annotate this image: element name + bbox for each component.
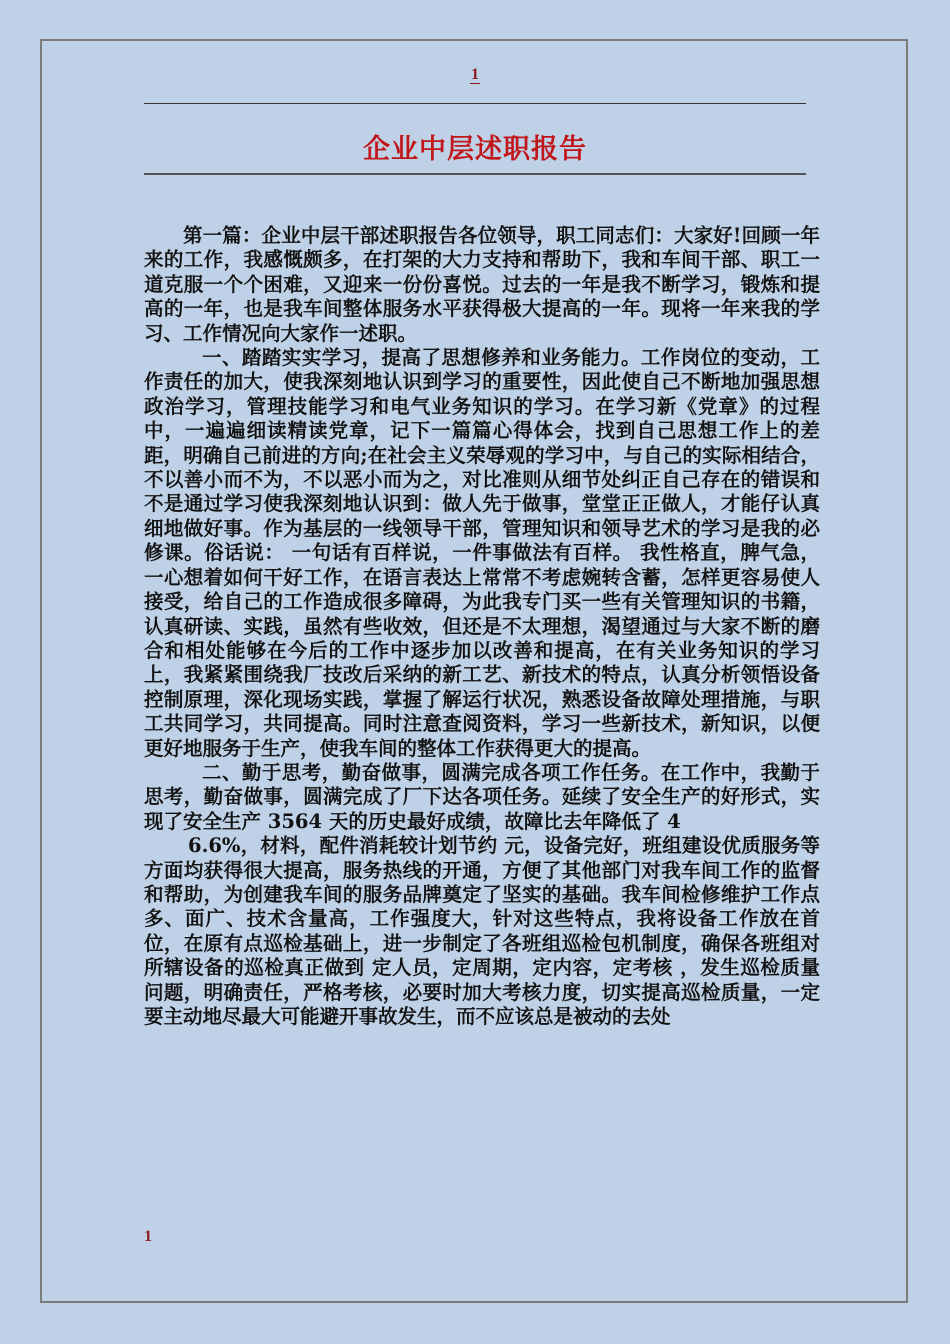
header-page-number-text: 1 (471, 66, 479, 83)
footer-page-number: 1 (144, 1228, 152, 1245)
paragraph-section-2-continued: 6.6%，材料，配件消耗较计划节约 元，设备完好，班组建设优质服务等方面均获得很大提高，服务热线的开通，方便了其他部门对我车间工作的监督和帮助，为创建我车间的服务品牌奠定了坚实的基础。我车间检修维护工作点多、面广、技术含量高，工作强度大，针对这些特点，我将设备工作放在首位，在原有点巡检基础上，进一步制定了各班组巡检包机制度，确保各班组对所辖设备的巡检真正做到 定人员，定周期，定内容，定考核 ，发生巡检质量问题，明确责任，严格考核，必要时加大考核力度，切实提高巡检质量，一定要主动地尽最大可能避开事故发生，而不应该总是被动的去处 (144, 834, 820, 1028)
title-divider (144, 173, 806, 175)
paragraph-intro: 第一篇：企业中层干部述职报告各位领导，职工同志们：大家好!回顾一年来的工作，我感慨颇多，在打架的大力支持和帮助下，我和车间干部、职工一道克服一个个困难，又迎来一份份喜悦。过去的一年是我不断学习，锻炼和提高的一年，也是我车间整体服务水平获得极大提高的一年。现将一年来我的学习、工作情况向大家作一述职。 (144, 224, 820, 345)
paragraph-section-1: 一、踏踏实实学习，提高了思想修养和业务能力。工作岗位的变动，工作责任的加大，使我深刻地认识到学习的重要性，因此使自己不断地加强思想政治学习，管理技能学习和电气业务知识的学习。在学习新《党章》的过程中，一遍遍细读精读党章，记下一篇篇心得体会，找到自己思想工作上的差距，明确自己前进的方向;在社会主义荣辱观的学习中，与自己的实际相结合，不以善小而不为，不以恶小而为之，对比准则从细节处纠正自己存在的错误和不是通过学习使我深刻地认识到：做人先于做事，堂堂正正做人，才能仔认真细地做好事。作为基层的一线领导干部，管理知识和领导艺术的学习是我的必修课。俗话说： 一句话有百样说，一件事做法有百样。 我性格直，脾气急，一心想着如何干好工作，在语言表达上常常不考虑婉转含蓄，怎样更容易使人接受，给自己的工作造成很多障碍，为此我专门买一些有关管理知识的书籍，认真研读、实践，虽然有些收效，但还是不太理想，渴望通过与大家不断的磨合和相处能够在今后的工作中逐步加以改善和提高，在有关业务知识的学习上，我紧紧围绕我厂技改后采纳的新工艺、新技术的特点，认真分析领悟设备控制原理，深化现场实践，掌握了解运行状况，熟悉设备故障处理措施，与职工共同学习，共同提高。同时注意查阅资料，学习一些新技术，新知识，以便更好地服务于生产，使我车间的整体工作获得更大的提高。 (144, 346, 820, 760)
document-title: 企业中层述职报告 (363, 134, 587, 165)
header-divider (144, 103, 806, 104)
paragraph-section-2: 二、勤于思考，勤奋做事，圆满完成各项工作任务。在工作中，我勤于思考，勤奋做事，圆满完成了厂下达各项任务。延续了安全生产的好形式，实现了安全生产 3564 天的历史最好成绩，故障比去年降低了 4 (144, 760, 820, 833)
document-body (144, 224, 820, 1029)
header-page-number (0, 66, 950, 84)
